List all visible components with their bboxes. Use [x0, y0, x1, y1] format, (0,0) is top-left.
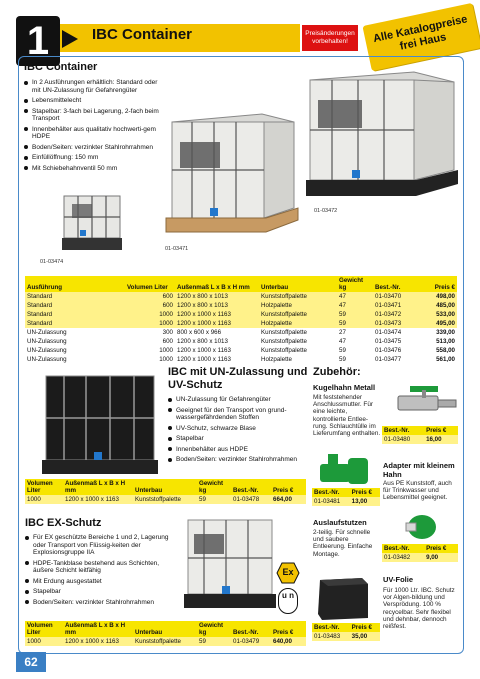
table-row: [25, 337, 457, 346]
col-header: Ausführung: [25, 276, 125, 292]
page-number: 62: [16, 652, 46, 672]
bullet-item: Boden/Seiten: verzinkter Stahlrohrrahmen: [24, 144, 162, 152]
cell: 59: [337, 355, 373, 364]
table-header-row: [25, 621, 306, 637]
ex-bullets: [25, 534, 177, 609]
price-change-note: Preisänderungen vorbehalten!: [302, 25, 358, 51]
table-header-row: [25, 276, 457, 292]
col-header: Gewicht kg: [197, 621, 231, 637]
cell: 01-03473: [373, 319, 419, 328]
cell: 16,00: [424, 435, 458, 444]
image-code: 01-03472: [314, 208, 338, 214]
col-header: Preis €: [271, 479, 306, 495]
col-header: Preis €: [350, 623, 380, 632]
ibc-1000l-image: [304, 66, 462, 206]
bullet-item: Mit Schiebehahnventil 50 mm: [24, 165, 162, 173]
cell: 498,00: [419, 292, 457, 301]
cell: 339,00: [419, 328, 457, 337]
cell: 01-03478: [231, 495, 271, 504]
cell: Kunststoffpalette: [259, 337, 337, 346]
ex-title: IBC EX-Schutz: [25, 517, 102, 529]
cell: Standard: [25, 310, 125, 319]
cell: 01-03476: [373, 346, 419, 355]
cell: Standard: [25, 301, 125, 310]
cell: 01-03477: [373, 355, 419, 364]
header-arrow: [62, 30, 78, 48]
cell: 1000: [125, 310, 175, 319]
col-header: Preis €: [350, 488, 380, 497]
cell: 59: [197, 637, 231, 646]
bullet-item: UV-Schutz, schwarze Blase: [168, 425, 308, 433]
cell: 01-03472: [373, 310, 419, 319]
accessory-desc: Mit feststehender Anschlussmutter. Für eine leichte, kontrollierte Entlee-rung. Schlauchtülle im Lieferumfang enthalten.: [313, 394, 381, 438]
col-header: Best.-Nr.: [312, 623, 350, 632]
ball-valve-image: [394, 384, 460, 424]
cell: 01-03483: [312, 632, 350, 641]
uv-price-table: [25, 479, 306, 504]
bullet-item: Einfüllöffnung: 150 mm: [24, 154, 162, 162]
col-header: Best.-Nr.: [382, 426, 424, 435]
accessory-price-table: [382, 544, 458, 562]
cell: 1000: [25, 495, 63, 504]
cell: Holzpalette: [259, 301, 337, 310]
cell: 35,00: [350, 632, 380, 641]
cell: Kunststoffpalette: [133, 637, 197, 646]
cell: 59: [337, 346, 373, 355]
cell: 01-03481: [312, 497, 350, 506]
ibc-price-table: [25, 276, 457, 364]
cell: Kunststoffpalette: [259, 292, 337, 301]
table-row: [25, 346, 457, 355]
cell: Standard: [25, 319, 125, 328]
cell: UN-Zulassung: [25, 337, 125, 346]
col-header: Außenmaß L x B x H mm: [175, 276, 259, 292]
bullet-item: HDPE-Tankblase bestehend aus Schichten, äußere Schicht leitfähig: [25, 560, 177, 575]
col-header: Unterbau: [133, 621, 197, 637]
bullet-item: Innenbehälter aus HDPE: [168, 446, 308, 454]
col-header: Außenmaß L x B x H mm: [63, 479, 133, 495]
col-header: Gewicht kg: [337, 276, 373, 292]
ibc-600l-image: [162, 108, 302, 244]
cell: 47: [337, 292, 373, 301]
cell: 01-03479: [231, 637, 271, 646]
col-header: Preis €: [419, 276, 457, 292]
col-header: Best.-Nr.: [382, 544, 424, 553]
accessory-desc: Für 1000 Ltr. IBC. Schutz vor Algen-bildung und Versprödung. 100 % recycelbar. Sehr flexibel und dehnbar, dennoch reißfest.: [383, 587, 455, 631]
uv-title: IBC mit UN-Zulassung und UV-Schutz: [168, 366, 308, 391]
cell: Kunststoffpalette: [133, 495, 197, 504]
cell: 513,00: [419, 337, 457, 346]
col-header: Best.-Nr.: [231, 621, 271, 637]
bullet-item: Mit Erdung ausgestattet: [25, 578, 177, 586]
cell: 1200 x 1000 x 1163: [175, 310, 259, 319]
small-tap-image: [404, 512, 438, 542]
accessory-title: UV-Folie: [383, 575, 414, 584]
chapter-number: 1: [16, 16, 60, 66]
table-row: [25, 328, 457, 337]
bullet-item: Stapelbar: [168, 435, 308, 443]
green-adapter-image: [314, 452, 378, 490]
cell: 47: [337, 301, 373, 310]
cell: UN-Zulassung: [25, 328, 125, 337]
col-header: Best.-Nr.: [231, 479, 271, 495]
uv-foil-image: [314, 574, 372, 622]
cell: 01-03471: [373, 301, 419, 310]
accessory-price-table: [382, 426, 458, 444]
cell: Holzpalette: [259, 355, 337, 364]
image-code: 01-03471: [165, 246, 189, 252]
cell: 13,00: [350, 497, 380, 506]
accessory-desc: Aus PE Kunststoff, auch für Trinkwasser und Lebensmittel geeignet.: [383, 480, 452, 502]
cell: 1000: [125, 319, 175, 328]
accessory-title: Adapter mit kleinem Hahn: [383, 461, 455, 479]
cell: 300: [125, 328, 175, 337]
table-header-row: [25, 479, 306, 495]
cell: 1000: [125, 346, 175, 355]
cell: 561,00: [419, 355, 457, 364]
cell: 1200 x 1000 x 1163: [175, 346, 259, 355]
table-row: [25, 301, 457, 310]
cell: Kunststoffpalette: [259, 346, 337, 355]
col-header: Best.-Nr.: [312, 488, 350, 497]
cell: UN-Zulassung: [25, 355, 125, 364]
bullet-item: Stapelbar: 3-fach bei Lagerung, 2-fach beim Transport: [24, 108, 162, 123]
accessory-title: Kugelhahn Metall: [313, 383, 376, 392]
accessory-title: Auslaufstutzen: [313, 518, 367, 527]
table-row: [25, 319, 457, 328]
cell: Holzpalette: [259, 319, 337, 328]
cell: 01-03475: [373, 337, 419, 346]
cell: 59: [337, 319, 373, 328]
cell: 1200 x 1000 x 1163: [63, 637, 133, 646]
cell: 800 x 600 x 966: [175, 328, 259, 337]
ex-symbol: [276, 562, 300, 584]
promo-badge: Alle Katalogpreise frei Haus: [362, 3, 480, 71]
cell: 664,00: [271, 495, 306, 504]
cell: 1000: [25, 637, 63, 646]
cell: 1200 x 800 x 1013: [175, 301, 259, 310]
ex-price-table: [25, 621, 306, 646]
ibc-bullets: [24, 79, 162, 175]
accessory-price-table: [312, 488, 380, 506]
cell: 640,00: [271, 637, 306, 646]
col-header: Außenmaß L x B x H mm: [63, 621, 133, 637]
cell: 495,00: [419, 319, 457, 328]
col-header: Volumen Liter: [125, 276, 175, 292]
col-header: Preis €: [424, 544, 458, 553]
accessory-price-table: [312, 623, 380, 641]
accessories-title: Zubehör:: [313, 366, 361, 378]
uv-bullets: [168, 396, 308, 467]
table-row: [25, 637, 306, 646]
ibc-ex-image: [182, 514, 278, 614]
bullet-item: Innenbehälter aus qualitativ hochwerti-gem HDPE: [24, 126, 162, 141]
cell: 1200 x 1000 x 1163: [63, 495, 133, 504]
cell: 59: [337, 310, 373, 319]
image-code: 01-03474: [40, 259, 64, 265]
cell: Kunststoffpalette: [259, 310, 337, 319]
accessory-desc: 2-teilig. Für schnelle und saubere Entleerung. Einfache Montage.: [313, 529, 373, 558]
cell: 01-03482: [382, 553, 424, 562]
table-row: [25, 310, 457, 319]
cell: 1200 x 800 x 1013: [175, 292, 259, 301]
cell: 600: [125, 301, 175, 310]
bullet-item: In 2 Ausführungen erhältlich: Standard oder mit UN-Zulassung für Gefahrengüter: [24, 79, 162, 94]
cell: 9,00: [424, 553, 458, 562]
col-header: Volumen Liter: [25, 479, 63, 495]
col-header: Unterbau: [133, 479, 197, 495]
bullet-item: Geeignet für den Transport von grund-wassergefährdenden Stoffen: [168, 407, 308, 422]
cell: 485,00: [419, 301, 457, 310]
cell: 1000: [125, 355, 175, 364]
un-symbol: u n: [278, 588, 298, 614]
ex-symbol-text: Ex: [282, 567, 294, 577]
ibc-300l-image: [58, 188, 128, 258]
cell: 1200 x 1000 x 1163: [175, 319, 259, 328]
ibc-title: IBC Container: [24, 61, 98, 73]
col-header: Best.-Nr.: [373, 276, 419, 292]
cell: 47: [337, 337, 373, 346]
col-header: Unterbau: [259, 276, 337, 292]
cell: 533,00: [419, 310, 457, 319]
ibc-uv-image: [40, 368, 162, 478]
cell: 01-03480: [382, 435, 424, 444]
cell: 1200 x 800 x 1013: [175, 337, 259, 346]
bullet-item: UN-Zulassung für Gefahrengüter: [168, 396, 308, 404]
cell: 600: [125, 292, 175, 301]
col-header: Volumen Liter: [25, 621, 63, 637]
table-row: [25, 292, 457, 301]
bullet-item: Boden/Seiten: verzinkter Stahlrohrrahmen: [25, 599, 177, 607]
bullet-item: Boden/Seiten: verzinkter Stahlrohrrahmen: [168, 456, 308, 464]
cell: 558,00: [419, 346, 457, 355]
cell: UN-Zulassung: [25, 346, 125, 355]
header-title: IBC Container: [92, 26, 193, 43]
cell: Kunststoffpalette: [259, 328, 337, 337]
cell: 1200 x 1000 x 1163: [175, 355, 259, 364]
bullet-item: Für EX geschützte Bereiche 1 und 2, Lagerung oder Transport von Flüssig-keiten der Explosionsgruppe IIA: [25, 534, 177, 557]
cell: 600: [125, 337, 175, 346]
cell: 01-03470: [373, 292, 419, 301]
cell: 59: [197, 495, 231, 504]
table-row: [25, 355, 457, 364]
table-row: [25, 495, 306, 504]
col-header: Preis €: [271, 621, 306, 637]
col-header: Gewicht kg: [197, 479, 231, 495]
bullet-item: Stapelbar: [25, 588, 177, 596]
col-header: Preis €: [424, 426, 458, 435]
cell: 01-03474: [373, 328, 419, 337]
bullet-item: Lebensmittelecht: [24, 97, 162, 105]
cell: 27: [337, 328, 373, 337]
cell: Standard: [25, 292, 125, 301]
